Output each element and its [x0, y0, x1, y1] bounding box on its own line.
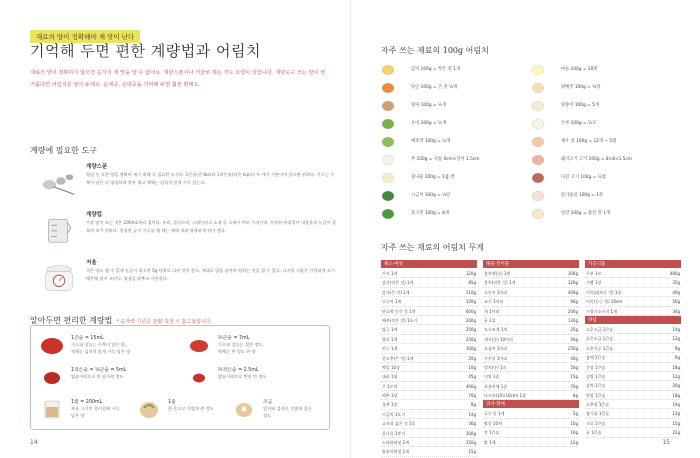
- spoon-powder-icon: [39, 366, 65, 388]
- portion-column: [585, 260, 681, 438]
- weight-text: 오이 100g = ½개: [411, 121, 447, 126]
- portion-weight: 20g: [672, 383, 680, 389]
- portion-row: [483, 363, 579, 372]
- portion-row: [381, 400, 477, 409]
- portion-row: [381, 288, 477, 297]
- unit-desc: 가루와 장류는 수북이 담은 양,: [71, 342, 127, 347]
- portion-row: [483, 307, 579, 316]
- portion-weight: 400g: [465, 383, 476, 389]
- portion-name: 양송이버섯 1개: [382, 449, 410, 455]
- portion-weight: 14g: [672, 326, 680, 332]
- ingredient-icon: [531, 207, 545, 220]
- portion-name: 고춧가루 1큰술: [586, 345, 614, 351]
- portion-name: 어묵(둥근 것) 10cm: [586, 299, 623, 305]
- portion-row: [585, 269, 681, 278]
- weight-item: [381, 98, 531, 114]
- ingredient-icon: [531, 99, 545, 112]
- unit-main: 1큰술 = 15mL: [71, 336, 104, 341]
- portion-weight: 130g: [567, 317, 578, 323]
- weight-item: [531, 80, 681, 96]
- portion-name: 참깨 1큰술: [586, 355, 606, 361]
- portion-row: [585, 334, 681, 343]
- portion-name: 설탕 1큰술: [586, 373, 606, 379]
- portion-weight: 19g: [672, 402, 680, 408]
- ingredient-icon: [381, 207, 395, 220]
- portion-row: [483, 269, 579, 278]
- unit-desc: 액체는 넘치지 않게 가득 담은 양: [71, 349, 131, 354]
- spoon-powder-icon: [186, 366, 212, 388]
- column-subheader: 과자·열매: [483, 400, 579, 408]
- portion-row: [483, 278, 579, 287]
- portion-name: 호두 알 1개: [484, 411, 505, 417]
- portion-name: 물엿 1큰술: [586, 383, 606, 389]
- portion-row: [381, 325, 477, 334]
- ingredient-icon: [381, 99, 395, 112]
- portion-row: [483, 354, 579, 363]
- portion-name: 시금치 1포기: [382, 411, 406, 417]
- unit-desc: 담은 양: [71, 413, 85, 418]
- portion-row: [585, 307, 681, 316]
- portion-row: [585, 288, 681, 297]
- portion-weight: 210g: [465, 289, 476, 295]
- weight-text: 당근 100g = 큰 것 ⅓개: [411, 85, 458, 90]
- portion-row: [585, 372, 681, 381]
- portion-name: 프랑크소시지 1개: [586, 308, 617, 314]
- portion-weight: 10g: [570, 420, 578, 426]
- weight-item: [381, 80, 531, 96]
- portion-weight: 18g: [672, 364, 680, 370]
- portion-column: [483, 260, 579, 447]
- weight-item: [381, 206, 531, 222]
- column-header: 채소·버섯: [381, 260, 477, 268]
- page-number: 14: [30, 439, 38, 446]
- portion-name: 콩나물 1봉지: [382, 430, 406, 436]
- weight-text: 돼지고기 고기 100g = 8×8×1.5cm: [561, 157, 632, 162]
- portion-name: 감자(큰 것) 1개: [382, 289, 410, 295]
- portion-name: 모시조개 1개: [484, 327, 508, 333]
- portion-name: 어묵(네모난 것) 1장: [586, 289, 622, 295]
- portion-weight: 50g: [570, 364, 578, 370]
- unit-desc: 한 손으로 가볍게 쥔 정도: [168, 406, 214, 411]
- portion-weight: 480g: [669, 271, 680, 276]
- weights-title: 자주 쓰는 재료의 100g 어림치: [381, 46, 489, 55]
- portion-name: 게 1마리: [484, 308, 500, 314]
- weight-text: 두부 100g = ⅓모: [561, 121, 597, 126]
- portion-weight: 120g: [465, 271, 476, 276]
- scale-image: [40, 258, 78, 296]
- page-title: 기억해 두면 편한 계량법과 어림치: [30, 42, 261, 60]
- weight-item: [381, 170, 531, 186]
- portion-weight: 70g: [468, 393, 476, 399]
- unit-main: 1작은술 = ⅓큰술 = 5mL: [71, 368, 127, 373]
- portion-row: [483, 419, 579, 428]
- portion-row: [483, 297, 579, 306]
- portion-weight: 25g: [570, 327, 578, 333]
- portion-row: [585, 344, 681, 353]
- portion-row: [381, 269, 477, 278]
- portion-row: [381, 419, 477, 428]
- portion-name: 굵은소금 1큰술: [586, 336, 614, 342]
- portion-weight: 20g: [468, 355, 476, 361]
- portion-weight: 45g: [468, 374, 476, 380]
- portion-name: 고구마 1개: [382, 299, 402, 305]
- weight-item: [531, 188, 681, 204]
- units-title-text: 알아두면 편리한 계량법: [30, 316, 113, 325]
- weight-item: [381, 152, 531, 168]
- portion-name: 당근 1개: [382, 327, 398, 333]
- weight-text: 양파 100g = ½개: [411, 103, 447, 108]
- portion-weight: 250g: [465, 336, 476, 342]
- portion-row: [381, 382, 477, 391]
- weight-text: 양배추 100g = ⅓장: [561, 85, 601, 90]
- ingredient-icon: [381, 81, 395, 94]
- units-box: [30, 325, 330, 430]
- portion-row: [483, 391, 579, 400]
- portion-row: [585, 353, 681, 362]
- weight-item: [531, 116, 681, 132]
- portion-weight: 600g: [465, 308, 476, 314]
- portion-weight: 200g: [567, 308, 578, 314]
- weight-item: [531, 170, 681, 186]
- portion-row: [381, 363, 477, 372]
- portion-name: 참기름 1큰술: [586, 411, 610, 417]
- portion-weight: 14g: [468, 411, 476, 417]
- portion-weight: 90g: [570, 299, 578, 305]
- portion-row: [483, 372, 579, 381]
- portion-name: 대파 1대: [382, 374, 398, 380]
- portion-row: [483, 438, 579, 447]
- portion-row: [381, 335, 477, 344]
- portion-row: [483, 335, 579, 344]
- tool-scale: [40, 258, 340, 306]
- weight-item: [381, 188, 531, 204]
- portion-name: 조기 1마리: [484, 299, 504, 305]
- portion-weight: 300g: [465, 430, 476, 436]
- weight-item: [531, 98, 681, 114]
- portion-row: [585, 409, 681, 418]
- portion-row: [585, 400, 681, 409]
- portion-row: [381, 344, 477, 353]
- ingredient-icon: [531, 153, 545, 166]
- section-badge: 재료의 양이 정확해야 제 맛이 난다: [30, 30, 140, 43]
- portion-name: 오징어채 1줌: [484, 383, 508, 389]
- portion-row: [381, 278, 477, 287]
- tool-name: 저울: [86, 260, 97, 266]
- tools-title: 계량에 필요한 도구: [30, 146, 97, 155]
- portion-name: 밤 1개: [484, 439, 496, 445]
- portion-name: 두부 1모: [586, 271, 602, 276]
- ingredient-icon: [531, 171, 545, 184]
- column-header: 해물·건어물: [483, 260, 579, 268]
- unit-main: ½큰술 = 7mL: [218, 336, 250, 341]
- page-number: 15: [662, 439, 670, 446]
- portion-weight: 250g: [465, 327, 476, 333]
- measuring-spoon-image: [40, 162, 78, 200]
- handful-icon: [136, 398, 162, 420]
- portion-weight: 12g: [672, 373, 680, 379]
- portion-row: [585, 278, 681, 287]
- portion-weight: 13g: [672, 411, 680, 417]
- weight-text: 시금치 100g = ⅓단: [411, 193, 451, 198]
- weight-text: 풋고추 100g = 8개: [411, 211, 449, 216]
- portion-name: 감자(작은 것) 1개: [382, 280, 414, 286]
- weight-text: 마늘 100g = 20쪽: [561, 67, 598, 72]
- portion-weight: 34g: [672, 308, 680, 314]
- portion-row: [585, 363, 681, 372]
- ingredient-icon: [531, 63, 545, 76]
- weight-item: [381, 134, 531, 150]
- portion-row: [483, 428, 579, 437]
- unit-desc: 액체는 반 정도 찬 양: [218, 349, 256, 354]
- portion-row: [381, 447, 477, 456]
- intro-text: 재료의 양이 정확하지 않으면 음식의 제 맛을 낼 수 없어요. 계량스푼이나 저울로 재는 것도 요령이 있답니다. 계량도구 쓰는 방이 번거롭다면 어림치를 알아 두세요. 눈대중, 손대중을 기억해 두면 훨씬 편해요.: [30, 70, 326, 88]
- cup-icon: [39, 398, 65, 420]
- portions-table: [381, 260, 681, 455]
- portion-name: 깻잎 10장: [382, 364, 400, 370]
- weight-text: 다진 고기 100g = ½컵: [561, 175, 606, 180]
- portion-name: 고사리 삶은 것 1줌: [382, 421, 416, 427]
- column-subheader: 양념: [585, 316, 681, 324]
- weight-text: 새우 살 100g = 12개 ~ 5컵: [561, 139, 617, 144]
- tool-name: 계량스푼: [86, 164, 108, 170]
- tool-measuring-spoon: [40, 162, 340, 210]
- portion-name: 오징어 1마리: [484, 346, 508, 352]
- portion-row: [585, 325, 681, 334]
- ingredient-icon: [381, 63, 395, 76]
- portion-name: 잣 1큰술: [484, 430, 500, 436]
- portion-row: [483, 344, 579, 353]
- portion-weight: 400g: [567, 289, 578, 295]
- portion-weight: 40g: [570, 355, 578, 361]
- column-header: 가공식품: [585, 260, 681, 268]
- portion-row: [381, 316, 477, 325]
- portion-row: [381, 297, 477, 306]
- unit-main: ½작은술 = 2.5mL: [218, 368, 259, 373]
- ingredient-icon: [531, 189, 545, 202]
- portion-name: 풋고추(큰 것) 1개: [382, 355, 414, 361]
- portion-name: 연근 1개: [382, 346, 398, 352]
- weight-text: 감자 100g = 작은 것 1개: [411, 67, 460, 72]
- ingredient-icon: [381, 171, 395, 184]
- portion-name: 간장 1큰술: [586, 364, 606, 370]
- portion-weight: 15g: [672, 420, 680, 426]
- portion-name: 굴 1컵: [484, 317, 496, 323]
- portion-row: [483, 325, 579, 334]
- unit-desc: 엄지와 검지로 가볍게 집은: [263, 406, 312, 411]
- portion-row: [381, 372, 477, 381]
- portion-weight: 9g: [674, 355, 680, 361]
- portion-column: [381, 260, 477, 457]
- portion-name: 미역 1줌: [484, 374, 500, 380]
- portion-name: 땅콩 10개: [484, 420, 502, 426]
- spoon-powder-icon: [186, 334, 212, 356]
- portion-weight: 150g: [465, 440, 476, 446]
- tool-name: 계량컵: [86, 212, 102, 218]
- unit-desc: 밥숟가락으로 반 숟가락 정도: [71, 374, 124, 379]
- tool-desc: 가장 많이 쓰는 것은 200mL짜리 컵이다. 유리, 플라스틱, 스테인리스 소재 등 소재가 여러 가지인데, 투명한 유리컵이 내용물과 눈금이 잘 보여 쓰기 편하다. 일정한 높이 가루를 잴 때는 체에 내려 평평하게 깎아 잰다.: [86, 220, 336, 233]
- portion-name: 고등어 1마리: [484, 289, 508, 295]
- portion-name: 다시마(10×10cm) 1장: [484, 393, 527, 399]
- weight-text: 콩나물 100g = 1줌 반: [411, 175, 455, 180]
- ingredient-icon: [381, 117, 395, 130]
- portion-row: [483, 288, 579, 297]
- portion-weight: 100g: [567, 271, 578, 276]
- weight-text: 닭가슴살 100g = 1쪽: [561, 193, 604, 198]
- weight-text: 애호박 100g = ½개: [411, 139, 451, 144]
- tool-measuring-cup: [40, 210, 340, 258]
- unit-desc: 가루와 장류는 절반 정도,: [218, 342, 264, 347]
- weight-item: [531, 62, 681, 78]
- portion-weight: 30g: [570, 336, 578, 342]
- ingredient-icon: [381, 153, 395, 166]
- ingredient-icon: [531, 135, 545, 148]
- portion-weight: 250g: [567, 346, 578, 352]
- portion-weight: 8g: [470, 402, 476, 408]
- portion-name: 고추장 1큰술: [586, 402, 610, 408]
- unit-main: 조금: [263, 400, 273, 405]
- portion-row: [381, 438, 477, 447]
- portion-weight: 70g: [570, 383, 578, 389]
- portion-weight: 85g: [468, 280, 476, 286]
- unit-desc: 밥숟가락으로 반의 반 정도: [218, 374, 267, 379]
- portion-name: 새우(중) 10마리: [484, 336, 513, 342]
- ingredient-icon: [381, 135, 395, 148]
- portion-row: [585, 297, 681, 306]
- portion-name: 된장 1큰술: [586, 392, 606, 398]
- portion-name: 참치(작은 것) 1개: [484, 280, 516, 286]
- spoon-powder-icon: [39, 334, 65, 356]
- portion-name: 배추 1장: [382, 393, 398, 399]
- portion-row: [585, 381, 681, 390]
- weight-item: [531, 206, 681, 222]
- unit-desc: 정도: [263, 413, 272, 418]
- portion-weight: 12g: [570, 439, 578, 445]
- portion-name: 상추 1장: [382, 402, 398, 408]
- pinch-icon: [231, 398, 257, 420]
- portion-name: 멸치(중) 1줌: [484, 364, 507, 370]
- portion-name: 식빵 1장: [586, 280, 602, 286]
- portion-row: [483, 409, 579, 418]
- ingredient-icon: [531, 117, 545, 130]
- portion-name: 느타리버섯 1개: [382, 440, 410, 446]
- unit-desc: 보통 크기의 종이컵에 가득: [71, 406, 120, 411]
- portion-name: 참치캔(중) 1캔: [484, 271, 511, 276]
- portion-row: [585, 428, 681, 437]
- portion-name: 양파 1개: [382, 336, 398, 342]
- portion-weight: 15g: [570, 374, 578, 380]
- portion-name: 꿀 1큰술: [586, 430, 602, 436]
- portion-weight: 35g: [672, 280, 680, 286]
- portion-weight: 15g: [468, 449, 476, 455]
- portion-row: [585, 419, 681, 428]
- portion-row: [381, 354, 477, 363]
- measuring-cup-image: [40, 210, 78, 248]
- portion-name: 단호박 중간 것 1개: [382, 308, 416, 314]
- portion-weight: 120g: [567, 280, 578, 286]
- portion-name: 주꾸미 1마리: [484, 355, 508, 361]
- weight-item: [531, 152, 681, 168]
- portion-name: 무 1토막: [382, 383, 398, 389]
- portion-name: 배추(작은 것) 1포기: [382, 317, 418, 323]
- units-note: * 숟가락 기준은 분량 측정 시 참고용입니다.: [116, 319, 213, 325]
- portion-weight: 22g: [672, 430, 680, 436]
- portion-weight: 10g: [468, 364, 476, 370]
- portion-row: [483, 316, 579, 325]
- ingredient-icon: [381, 189, 395, 202]
- unit-main: 1줌: [168, 400, 176, 405]
- portion-row: [381, 410, 477, 419]
- weight-item: [381, 116, 531, 132]
- portion-weight: 10g: [570, 430, 578, 436]
- portion-weight: 40g: [672, 289, 680, 295]
- weight-text: 무 100g = 지름 9cm×길이 1.5cm: [411, 157, 480, 162]
- portion-weight: 8g: [572, 393, 578, 399]
- portion-name: 가지 1개: [382, 271, 398, 276]
- tool-desc: 적은 양도 잴 수 있게 눈금이 최소한 5g 단위로 나뉜 것이 좋다. 제대로 양을 달아야 원하는 맛을 낼 수 있다. 디지털 저울은 간편하게 쓰기 때문에 많이 쓰인다. 영점을 맞추고 사용한다.: [86, 268, 335, 281]
- portion-weight: 100g: [465, 299, 476, 305]
- portion-row: [381, 391, 477, 400]
- portion-weight: 5g: [572, 411, 578, 417]
- portion-weight: 200g: [465, 317, 476, 323]
- weight-text: 양송이 100g = 5개: [561, 103, 599, 108]
- portion-weight: 9g: [674, 345, 680, 351]
- portion-row: [381, 429, 477, 438]
- portion-weight: 300g: [465, 346, 476, 352]
- right-page: [350, 0, 700, 458]
- unit-main: 1컵 = 200mL: [71, 400, 103, 405]
- weight-text: 달걀 100g = 중간 것 1개: [561, 211, 610, 216]
- portion-row: [483, 382, 579, 391]
- portion-row: [381, 307, 477, 316]
- portion-weight: 36g: [468, 421, 476, 427]
- portion-weight: 50g: [672, 299, 680, 305]
- tool-desc: 양념 등 적은 양을 정확히 재기 위해 꼭 필요한 도구다. 1큰술(큰 tbs)과 1작은술(작은 tsp)의 두 개가 기본이며 있으면 편하다. 가루는 수북이 담은 뒤 평평하게 깎아 재고 액체는 넘치지 않게 가득 담는다.: [86, 172, 335, 185]
- portion-weight: 12g: [672, 336, 680, 342]
- portion-row: [585, 391, 681, 400]
- portions-title: 자주 쓰는 재료의 어림치 무게: [381, 243, 484, 252]
- weight-item: [381, 62, 531, 78]
- ingredient-icon: [531, 81, 545, 94]
- portion-name: 식초 1큰술: [586, 420, 606, 426]
- portion-name: 고운소금 1큰술: [586, 326, 614, 332]
- portion-weight: 18g: [672, 392, 680, 398]
- weight-item: [531, 134, 681, 150]
